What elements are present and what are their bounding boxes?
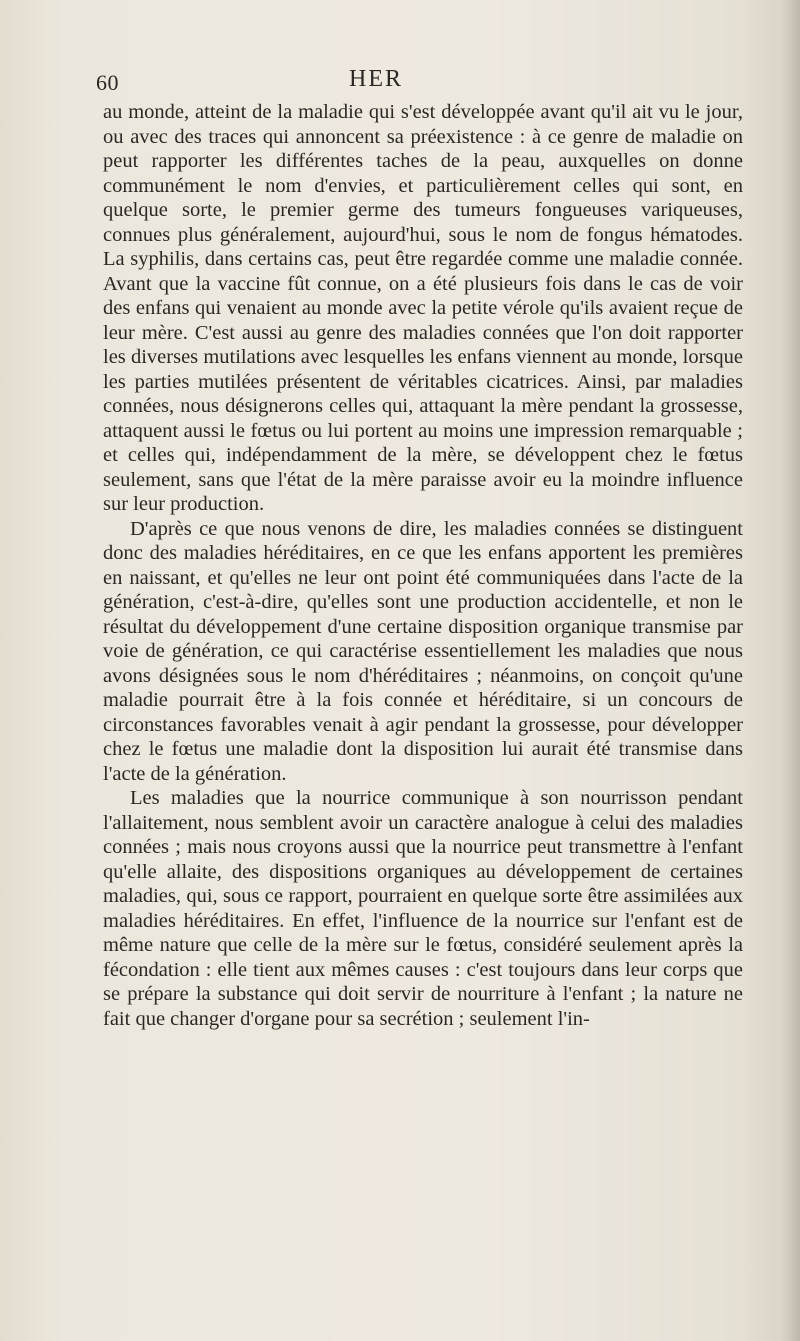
paragraph-2: D'après ce que nous venons de dire, les maladies connées se distinguent donc des maladies héréditaires, en ce que les enfans apportent les premières en naissant, et qu'elles ne leur ont point été communiquées dans l'acte de la génération, c'est-à-dire, qu'elles sont une production accidentelle, et non le résultat du développement d'une certaine disposition organique transmise par voie de génération, ce qui caractérise essentiellement les maladies que nous avons désignées sous le nom d'héréditaires ; néanmoins, on conçoit qu'une maladie pourrait être à la fois connée et héréditaire, si un concours de circonstances favorables venait à agir pendant la grossesse, pour développer chez le fœtus une maladie dont la disposition lui aurait été transmise dans l'acte de la génération. xyxy=(103,517,743,785)
page-number: 60 xyxy=(96,70,119,95)
running-head xyxy=(96,64,656,96)
body-text xyxy=(103,100,743,1031)
paragraph-3: Les maladies que la nourrice communique à son nourrisson pendant l'allaitement, nous semblent avoir un caractère analogue à celui des maladies connées ; mais nous croyons aussi que la nourrice peut transmettre à l'enfant qu'elle allaite, des dispositions organiques au développement de certaines maladies, qui, sous ce rapport, pourraient en quelque sorte être assimilées aux maladies héréditaires. En effet, l'influence de la nourrice sur l'enfant est de même nature que celle de la mère sur le fœtus, considéré seulement après la fécondation : elle tient aux mêmes causes : c'est toujours dans leur corps que se prépare la substance qui doit servir de nourriture à l'enfant ; la nature ne fait que changer d'organe pour sa secrétion ; seulement l'in- xyxy=(103,787,743,1030)
paragraph-1: au monde, atteint de la maladie qui s'est développée avant qu'il ait vu le jour, ou avec des traces qui annoncent sa préexistence : à ce genre de maladie on peut rapporter les différentes taches de la peau, auxquelles on donne communément le nom d'envies, et particulièrement celles qui sont, en quelque sorte, le premier germe des tumeurs fongueuses variqueuses, connues plus généralement, aujourd'hui, sous le nom de fongus hématodes. La syphilis, dans certains cas, peut être regardée comme une maladie connée. Avant que la vaccine fût connue, on a été plusieurs fois dans le cas de voir des enfans qui venaient au monde avec la petite vérole qu'ils avaient reçue de leur mère. C'est aussi au genre des maladies connées que l'on doit rapporter les diverses mutilations avec lesquelles les enfans viennent au monde, lorsque les parties mutilées présentent de véritables cicatrices. Ainsi, par maladies connées, nous désignerons celles qui, attaquant la mère pendant la grossesse, attaquent aussi le fœtus ou lui portent au moins une impression remarquable ; et celles qui, indépendamment de la mère, se développent chez le fœtus seulement, sans que l'état de la mère paraisse avoir eu la moindre influence sur leur production. xyxy=(103,101,743,515)
page-edge-shadow xyxy=(782,0,800,1341)
running-head-word: HER xyxy=(349,66,403,92)
